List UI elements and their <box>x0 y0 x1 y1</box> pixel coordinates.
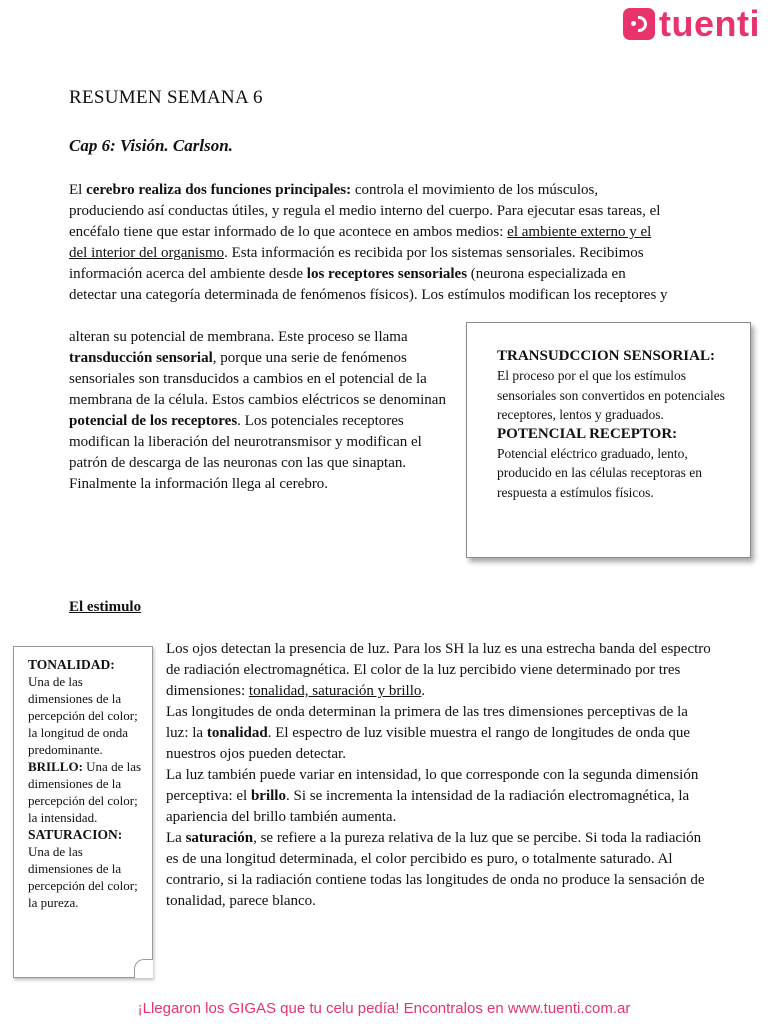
definition-text: Una de las dimensiones de la percepción del color; la longitud de onda predominante. <box>28 674 138 757</box>
intro-paragraph: El cerebro realiza dos funciones principales: controla el movimiento de los músculos, produciendo así conductas útiles, y regula el medio interno del cuerpo. Para ejecutar esas tareas, el encéfalo tiene que estar informado de lo que acontece en ambos medios: el ambiente externo y el del interior del organismo. Esta información es recibida por los sistemas sensoriales. Recibimos información acerca del ambiente desde los receptores sensoriales (neurona especializada en detectar una categoría determinada de fenómenos físicos). Los estímulos modifican los receptores y <box>69 182 668 303</box>
definition-text: Una de las dimensiones de la percepción del color; la pureza. <box>28 844 138 910</box>
section-heading: El estimulo <box>69 599 142 615</box>
definition-text: Potencial eléctrico graduado, lento, producido en las células receptoras en respuesta a estímulos físicos. <box>497 445 703 500</box>
definition-entry <box>28 758 144 826</box>
tuenti-logo-icon <box>623 8 655 40</box>
definition-term: SATURACION: <box>28 827 123 842</box>
page-title: RESUMEN SEMANA 6 <box>69 87 263 108</box>
definitions-box-left <box>13 646 153 978</box>
definition-term: BRILLO: <box>28 759 83 774</box>
definition-term: POTENCIAL RECEPTOR: <box>497 425 678 442</box>
definition-term: TRANSUDCCION SENSORIAL: <box>497 348 715 364</box>
logo-text: tuenti <box>659 3 760 44</box>
definitions-box-right <box>466 322 751 558</box>
chapter-subtitle: Cap 6: Visión. Carlson. <box>69 136 233 155</box>
definition-text: El proceso por el que los estímulos sensoriales son convertidos en potenciales receptores, lentos y graduados. <box>497 368 725 422</box>
transduction-paragraph: alteran su potencial de membrana. Este proceso se llama transducción sensorial, porque una serie de fenómenos sensoriales son transducidos a cambios en el potencial de la membrana de la célula. Estos cambios eléctricos se denominan potencial de los receptores. Los potenciales receptores modifican la liberación del neurotransmisor y modifican el patrón de descarga de las neuronas con las que sinaptan. Finalmente la información llega al cerebro. <box>69 329 446 492</box>
definition-term: TONALIDAD: <box>28 657 115 672</box>
definition-text: Una de las dimensiones de la percepción del color; la intensidad. <box>28 759 142 825</box>
page-curl-decoration <box>134 959 153 978</box>
tuenti-logo[interactable] <box>623 3 760 44</box>
footer-ad-link[interactable]: ¡Llegaron los GIGAS que tu celu pedía! Encontralos en www.tuenti.com.ar <box>137 1000 631 1017</box>
stimulus-paragraph: Los ojos detectan la presencia de luz. Para los SH la luz es una estrecha banda del espectro de radiación electromagnética. El color de la luz percibido viene determinado por tres dimensiones: tonalidad, saturación y brillo. Las longitudes de onda determinan la primera de las tres dimensiones perceptivas de la luz: la tonalidad. El espectro de luz visible muestra el rango de longitudes de onda que nuestros ojos pueden detectar. La luz también puede variar en intensidad, lo que corresponde con la segunda dimensión perceptiva: el brillo. Si se incrementa la intensidad de la radiación electromagnética, la apariencia del brillo también aumenta. La saturación, se refiere a la pureza relativa de la luz que se percibe. Si toda la radiación es de una longitud determinada, el color percibido es puro, o totalmente saturado. Al contrario, si la radiación contiene todas las longitudes de onda no produce la sensación de tonalidad, parece blanco. <box>166 641 711 909</box>
